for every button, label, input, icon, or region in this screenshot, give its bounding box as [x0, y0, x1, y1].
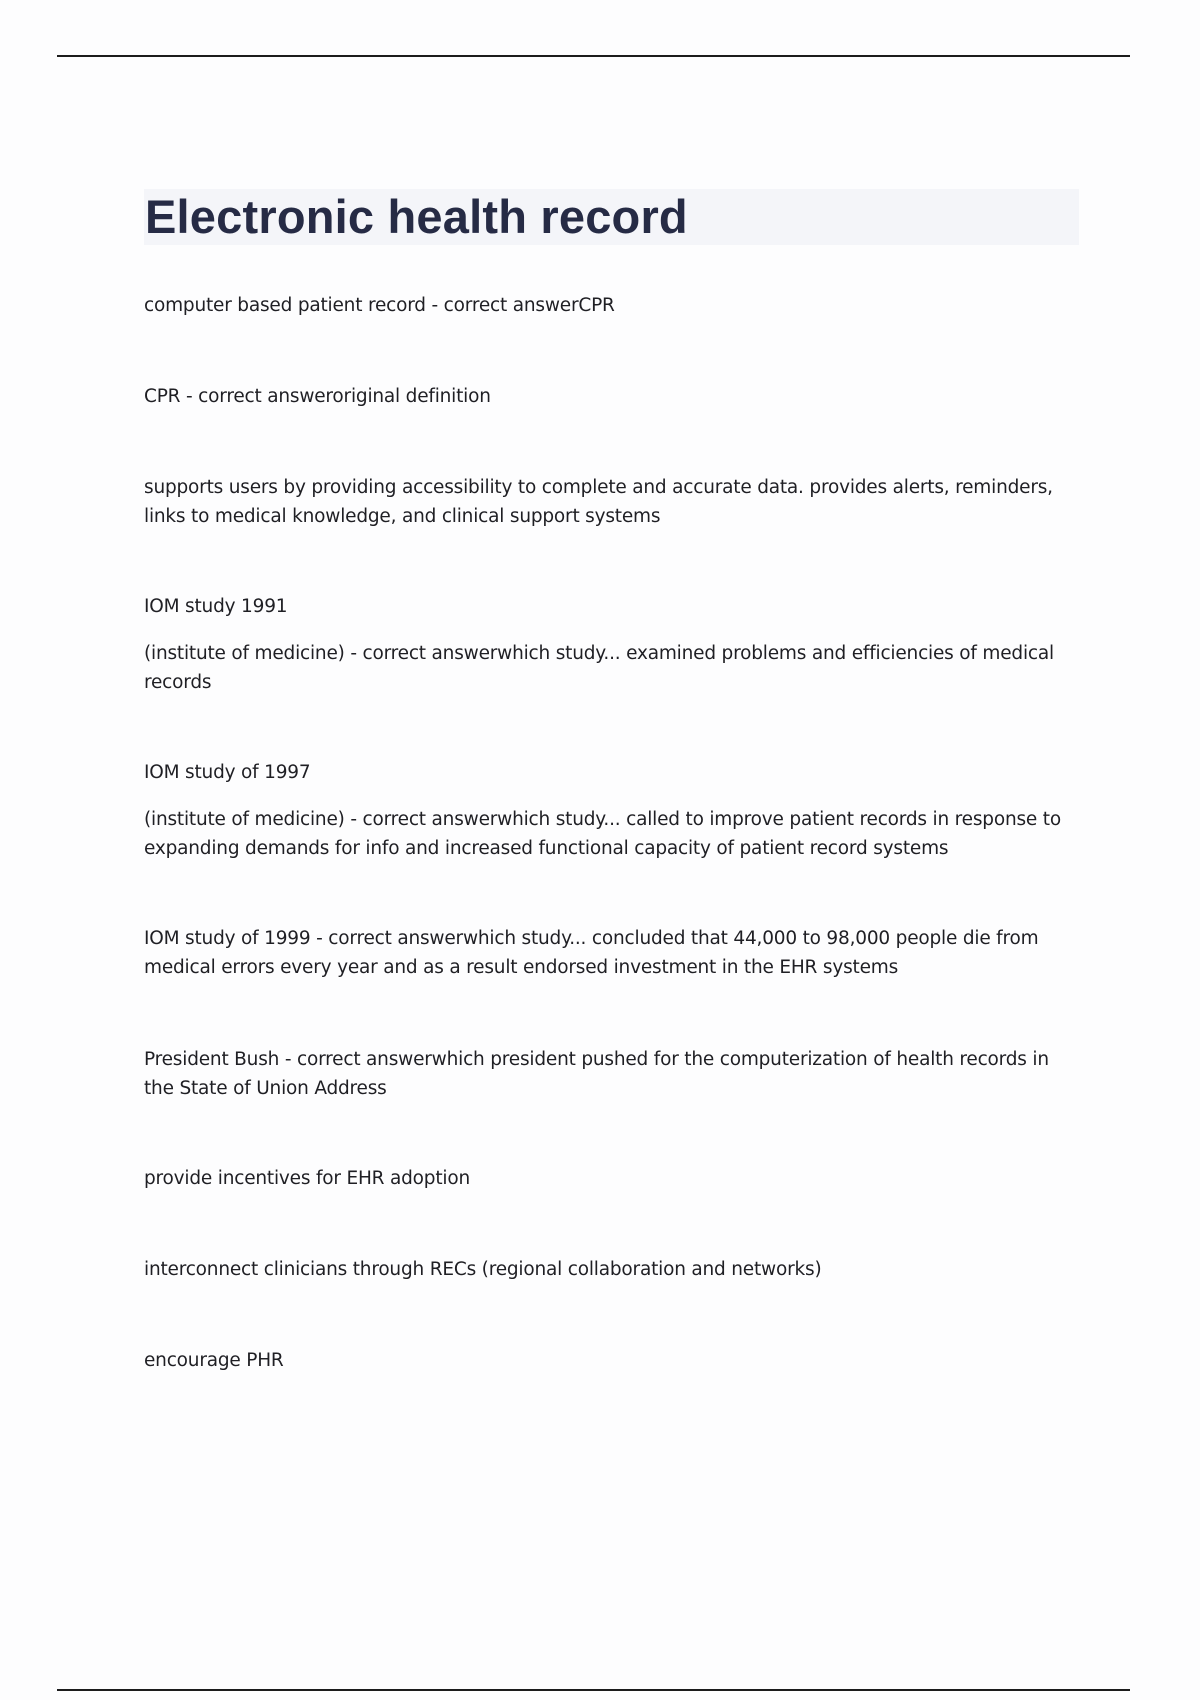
entry-1: computer based patient record - correct answerCPR	[144, 295, 615, 316]
entry-2: CPR - correct answeroriginal definition	[144, 386, 491, 407]
entry-4: IOM study 1991	[144, 596, 288, 617]
entry-11: interconnect clinicians through RECs (regional collaboration and networks)	[144, 1259, 822, 1280]
entry-9: President Bush - correct answerwhich president pushed for the computerization of health records in the State of Union Address	[144, 1049, 1049, 1099]
top-divider	[57, 55, 1130, 57]
document-title: Electronic health record	[145, 190, 688, 243]
entry-8: IOM study of 1999 - correct answerwhich study... concluded that 44,000 to 98,000 people die from medical errors every year and as a result endorsed investment in the EHR systems	[144, 928, 1039, 978]
entry-5: (institute of medicine) - correct answerwhich study... examined problems and efficiencies of medical records	[144, 643, 1054, 693]
entry-10: provide incentives for EHR adoption	[144, 1168, 470, 1189]
entry-6: IOM study of 1997	[144, 762, 311, 783]
entry-7: (institute of medicine) - correct answerwhich study... called to improve patient records in response to expanding demands for info and increased functional capacity of patient record systems	[144, 809, 1061, 859]
entry-12: encourage PHR	[144, 1350, 284, 1371]
entry-3: supports users by providing accessibility to complete and accurate data. provides alerts, reminders, links to medical knowledge, and clinical support systems	[144, 477, 1053, 527]
bottom-divider	[57, 1689, 1130, 1691]
